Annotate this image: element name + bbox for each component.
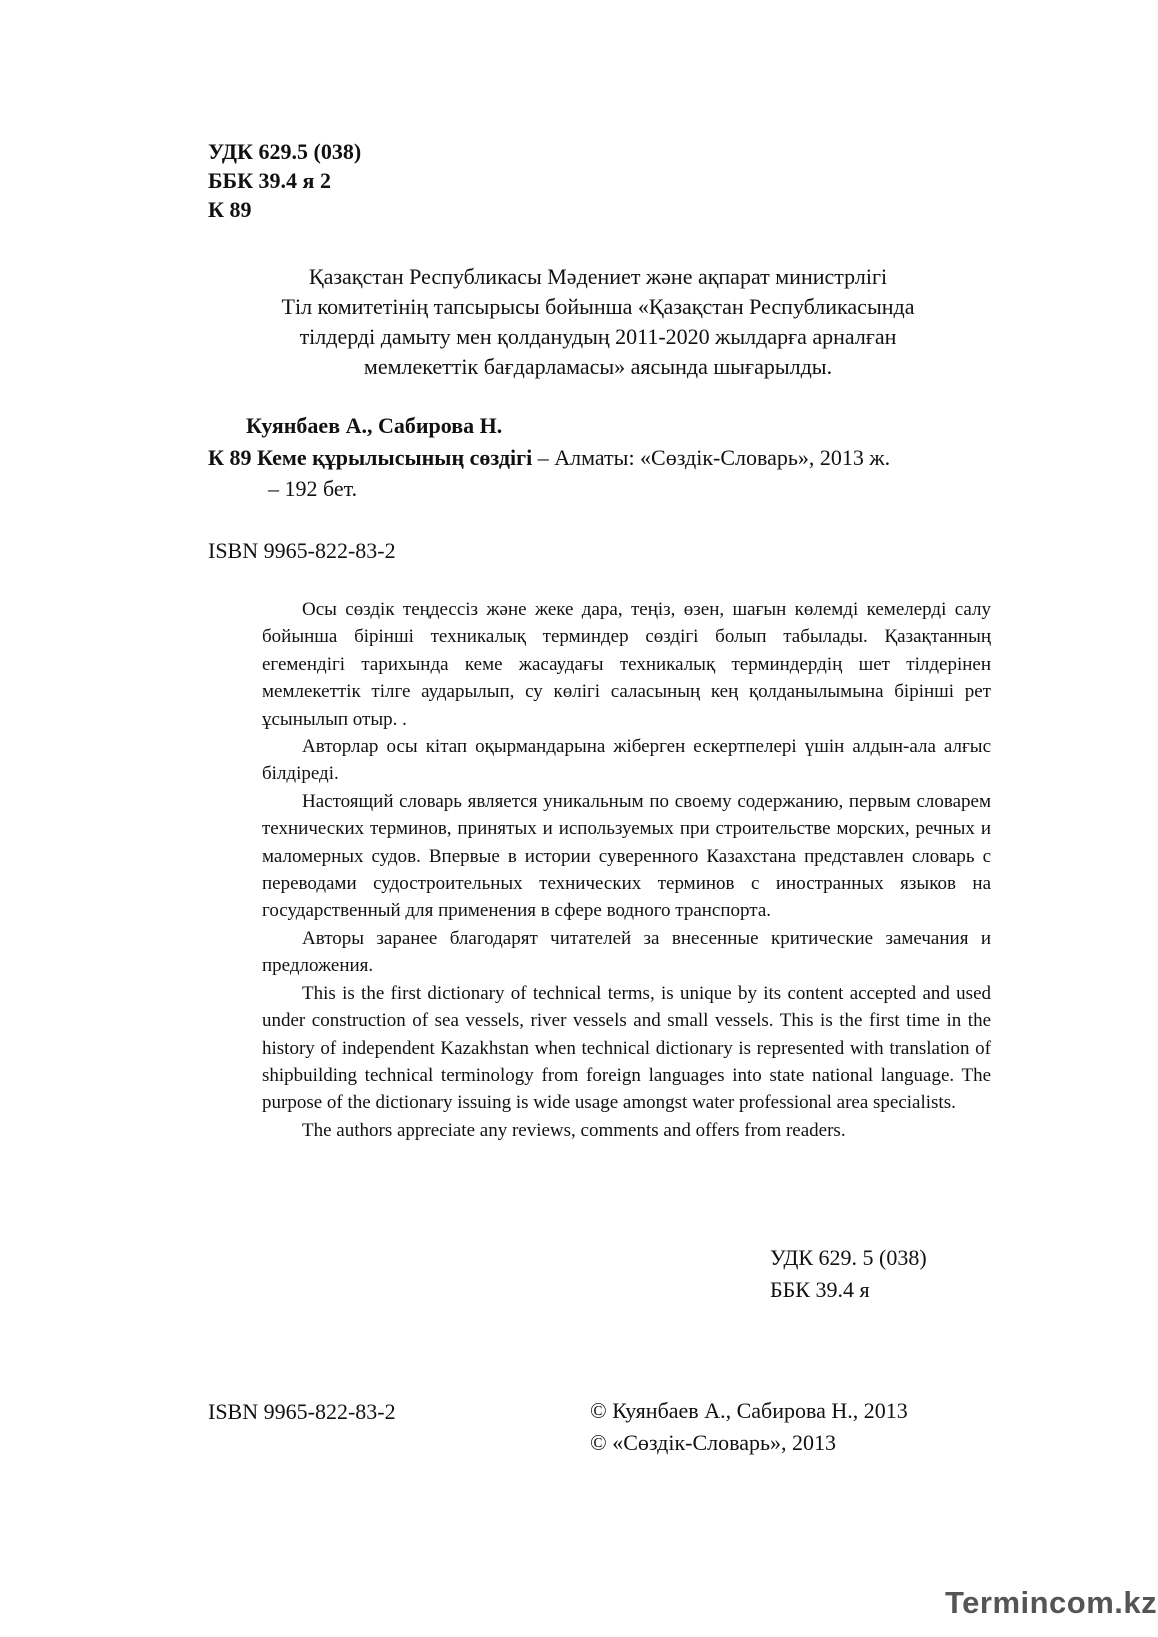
book-title: Кеме құрылысының сөздігі [256,445,533,470]
abstract-paragraph-kk: Авторлар осы кітап оқырмандарына жіберген ескертпелері үшін алдын-ала алғыс білдіреді. [262,736,991,785]
ministry-statement [208,262,988,382]
copyright-publisher: © «Сөздік-Словарь», 2013 [590,1430,837,1455]
udk-code: УДК 629.5 (038) [208,139,362,164]
copyright-block [590,1395,908,1459]
ministry-line: мемлекеттік бағдарламасы» аясында шығарылды. [363,354,833,379]
author-code: К 89 [208,197,252,222]
bbk-code-right: ББК 39.4 я [770,1277,870,1302]
abstract-paragraph-en: This is the first dictionary of technical terms, is unique by its content accepted and used under construction of sea vessels, river vessels and small vessels. This is the first time in the history of independent Kazakhstan when technical dictionary is represented with translation of shipbuilding technical terminology from foreign languages into state national language. The purpose of the dictionary issuing is wide usage amongst water professional area specialists. [262,982,991,1114]
abstract-paragraph-kk: Осы сөздік теңдессіз және жеке дара, теңіз, өзен, шағын көлемді кемелерді салу бойынша бірінші техникалық терминдер сөздігі болып табылады. Қазақтанның егемендігі тарихында кеме жасаудағы техникалық терминдердің шет тілдерінен мемлекеттік тілге аударылып, су көлігі саласының кең қолданылымына бірінші рет ұсынылып отыр. . [262,599,991,730]
udk-code-right: УДК 629. 5 (038) [770,1245,927,1270]
publisher-info: – Алматы: «Сөздік-Словарь», 2013 ж. [532,445,891,470]
page-count: – 192 бет. [268,476,358,501]
copyright-authors: © Куянбаев А., Сабирова Н., 2013 [590,1398,908,1423]
abstract [262,596,991,1144]
classification-codes [208,137,361,224]
isbn-bottom: ISBN 9965-822-83-2 [208,1399,396,1424]
bbk-code: ББК 39.4 я 2 [208,168,331,193]
ministry-line: тілдерді дамыту мен қолданудың 2011-2020 жылдарға арналған [299,324,897,349]
classification-codes-right [770,1242,927,1306]
entry-code: К 89 [208,445,252,470]
authors-heading: Куянбаев А., Сабирова Н. [246,413,503,438]
abstract-paragraph-en: The authors appreciate any reviews, comments and offers from readers. [302,1119,846,1141]
ministry-line: Тіл комитетінің тапсырысы бойынша «Қазақстан Республикасында [281,294,915,319]
abstract-paragraph-ru: Настоящий словарь является уникальным по своему содержанию, первым словарем технических терминов, принятых и используемых при строительстве морских, речных и маломерных судов. Впервые в истории суверенного Казахстана представлен словарь с переводами судостроительных технических терминов с иностранных языков на государственный для применения в сфере водного транспорта. [262,790,991,922]
ministry-line: Қазақстан Республикасы Мәдениет және ақпарат министрлігі [308,264,888,289]
bibliographic-entry [208,442,998,504]
isbn-top: ISBN 9965-822-83-2 [208,538,396,563]
site-watermark: Termincom.kz [945,1585,1158,1620]
abstract-paragraph-ru: Авторы заранее благодарят читателей за внесенные критические замечания и предложения. [262,927,991,977]
